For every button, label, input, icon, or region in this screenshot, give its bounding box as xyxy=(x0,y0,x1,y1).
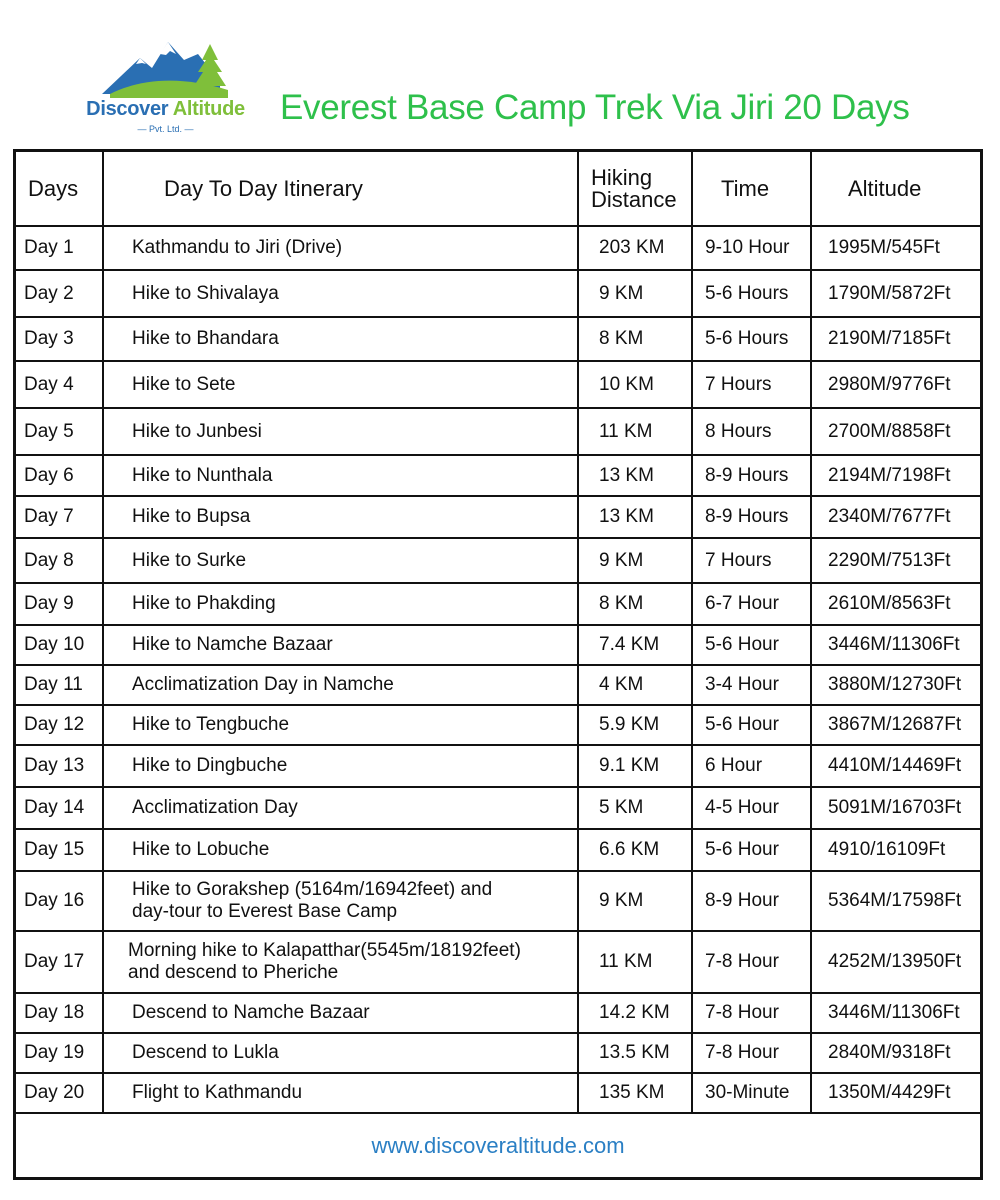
table-row xyxy=(16,538,980,583)
cell-distance: 8 KM xyxy=(578,583,692,625)
cell-distance: 4 KM xyxy=(578,665,692,705)
cell-itinerary-line1: Morning hike to Kalapatthar(5545m/18192feet) xyxy=(128,940,521,961)
cell-distance: 7.4 KM xyxy=(578,625,692,665)
cell-distance: 9 KM xyxy=(578,270,692,317)
table-row xyxy=(16,931,980,993)
table-row xyxy=(16,583,980,625)
cell-distance: 13 KM xyxy=(578,455,692,496)
cell-day: Day 17 xyxy=(16,931,103,993)
company-logo xyxy=(78,38,253,138)
website-link[interactable]: www.discoveraltitude.com xyxy=(371,1133,625,1158)
table-row xyxy=(16,745,980,787)
cell-altitude: 3446M/11306Ft xyxy=(811,993,980,1033)
cell-itinerary-line2: day-tour to Everest Base Camp xyxy=(132,901,398,922)
header-altitude: Altitude xyxy=(811,152,980,226)
cell-time: 6 Hour xyxy=(692,745,811,787)
cell-altitude: 2194M/7198Ft xyxy=(811,455,980,496)
cell-time: 5-6 Hours xyxy=(692,317,811,361)
cell-itinerary: Acclimatization Day in Namche xyxy=(103,665,578,705)
cell-itinerary: Hike to Surke xyxy=(103,538,578,583)
header-hiking-distance xyxy=(578,152,692,226)
cell-altitude: 3867M/12687Ft xyxy=(811,705,980,745)
cell-time: 30-Minute xyxy=(692,1073,811,1113)
cell-itinerary xyxy=(103,931,578,993)
table-row xyxy=(16,705,980,745)
mountain-logo-icon xyxy=(102,38,232,100)
cell-day: Day 11 xyxy=(16,665,103,705)
cell-day: Day 18 xyxy=(16,993,103,1033)
cell-time: 8 Hours xyxy=(692,408,811,455)
cell-altitude: 4410M/14469Ft xyxy=(811,745,980,787)
cell-itinerary: Hike to Tengbuche xyxy=(103,705,578,745)
cell-itinerary: Acclimatization Day xyxy=(103,787,578,829)
cell-altitude: 2190M/7185Ft xyxy=(811,317,980,361)
cell-time: 7-8 Hour xyxy=(692,993,811,1033)
header-time: Time xyxy=(692,152,811,226)
cell-altitude: 2980M/9776Ft xyxy=(811,361,980,408)
cell-time: 3-4 Hour xyxy=(692,665,811,705)
cell-day: Day 3 xyxy=(16,317,103,361)
cell-time: 8-9 Hours xyxy=(692,455,811,496)
cell-altitude: 4252M/13950Ft xyxy=(811,931,980,993)
cell-time: 8-9 Hour xyxy=(692,871,811,931)
table-row xyxy=(16,1033,980,1073)
cell-distance: 6.6 KM xyxy=(578,829,692,871)
cell-itinerary: Kathmandu to Jiri (Drive) xyxy=(103,226,578,270)
table-row xyxy=(16,1073,980,1113)
cell-time: 8-9 Hours xyxy=(692,496,811,538)
cell-time: 4-5 Hour xyxy=(692,787,811,829)
table-row xyxy=(16,665,980,705)
cell-day: Day 16 xyxy=(16,871,103,931)
cell-time: 5-6 Hour xyxy=(692,829,811,871)
cell-day: Day 15 xyxy=(16,829,103,871)
cell-distance: 9 KM xyxy=(578,871,692,931)
cell-altitude: 3446M/11306Ft xyxy=(811,625,980,665)
cell-time: 9-10 Hour xyxy=(692,226,811,270)
cell-itinerary: Descend to Namche Bazaar xyxy=(103,993,578,1033)
cell-altitude: 2290M/7513Ft xyxy=(811,538,980,583)
cell-day: Day 8 xyxy=(16,538,103,583)
cell-altitude: 3880M/12730Ft xyxy=(811,665,980,705)
cell-distance: 10 KM xyxy=(578,361,692,408)
cell-itinerary-line2: and descend to Pheriche xyxy=(128,962,339,983)
cell-time: 7-8 Hour xyxy=(692,931,811,993)
table-header-row xyxy=(16,152,980,226)
cell-altitude: 2340M/7677Ft xyxy=(811,496,980,538)
cell-time: 7 Hours xyxy=(692,361,811,408)
table-row xyxy=(16,787,980,829)
table-row xyxy=(16,871,980,931)
page-title: Everest Base Camp Trek Via Jiri 20 Days xyxy=(280,88,910,127)
cell-distance: 5 KM xyxy=(578,787,692,829)
cell-distance: 14.2 KM xyxy=(578,993,692,1033)
cell-altitude: 4910/16109Ft xyxy=(811,829,980,871)
table-row xyxy=(16,496,980,538)
cell-day: Day 14 xyxy=(16,787,103,829)
cell-day: Day 13 xyxy=(16,745,103,787)
cell-itinerary: Hike to Lobuche xyxy=(103,829,578,871)
cell-day: Day 5 xyxy=(16,408,103,455)
cell-distance: 11 KM xyxy=(578,931,692,993)
table-row xyxy=(16,361,980,408)
cell-day: Day 19 xyxy=(16,1033,103,1073)
cell-itinerary: Hike to Namche Bazaar xyxy=(103,625,578,665)
header-distance-line1: Hiking xyxy=(591,164,653,190)
cell-day: Day 2 xyxy=(16,270,103,317)
header-days: Days xyxy=(16,152,103,226)
cell-itinerary-line1: Hike to Gorakshep (5164m/16942feet) and xyxy=(132,879,493,900)
cell-itinerary: Hike to Junbesi xyxy=(103,408,578,455)
cell-itinerary: Hike to Bhandara xyxy=(103,317,578,361)
cell-altitude: 1350M/4429Ft xyxy=(811,1073,980,1113)
cell-distance: 8 KM xyxy=(578,317,692,361)
cell-time: 5-6 Hours xyxy=(692,270,811,317)
table-row xyxy=(16,829,980,871)
cell-distance: 9.1 KM xyxy=(578,745,692,787)
cell-distance: 13.5 KM xyxy=(578,1033,692,1073)
cell-day: Day 20 xyxy=(16,1073,103,1113)
cell-time: 5-6 Hour xyxy=(692,625,811,665)
cell-distance: 135 KM xyxy=(578,1073,692,1113)
cell-itinerary: Descend to Lukla xyxy=(103,1033,578,1073)
footer xyxy=(16,1112,980,1180)
logo-name-altitude: Altitude xyxy=(172,98,245,120)
header-itinerary: Day To Day Itinerary xyxy=(103,152,578,226)
cell-itinerary: Hike to Phakding xyxy=(103,583,578,625)
table-row xyxy=(16,455,980,496)
cell-itinerary: Hike to Shivalaya xyxy=(103,270,578,317)
logo-name xyxy=(78,98,253,121)
cell-day: Day 6 xyxy=(16,455,103,496)
cell-altitude: 1790M/5872Ft xyxy=(811,270,980,317)
cell-itinerary: Hike to Bupsa xyxy=(103,496,578,538)
itinerary-frame xyxy=(13,149,983,1180)
cell-distance: 9 KM xyxy=(578,538,692,583)
logo-name-discover: Discover xyxy=(86,98,169,120)
cell-altitude: 1995M/545Ft xyxy=(811,226,980,270)
cell-altitude: 5364M/17598Ft xyxy=(811,871,980,931)
cell-itinerary xyxy=(103,871,578,931)
cell-altitude: 2700M/8858Ft xyxy=(811,408,980,455)
cell-day: Day 1 xyxy=(16,226,103,270)
cell-itinerary: Hike to Nunthala xyxy=(103,455,578,496)
cell-distance: 11 KM xyxy=(578,408,692,455)
table-row xyxy=(16,408,980,455)
cell-day: Day 7 xyxy=(16,496,103,538)
cell-distance: 5.9 KM xyxy=(578,705,692,745)
cell-day: Day 9 xyxy=(16,583,103,625)
cell-altitude: 2610M/8563Ft xyxy=(811,583,980,625)
cell-distance: 13 KM xyxy=(578,496,692,538)
cell-altitude: 2840M/9318Ft xyxy=(811,1033,980,1073)
table-row xyxy=(16,317,980,361)
cell-time: 7-8 Hour xyxy=(692,1033,811,1073)
cell-altitude: 5091M/16703Ft xyxy=(811,787,980,829)
cell-day: Day 4 xyxy=(16,361,103,408)
cell-time: 7 Hours xyxy=(692,538,811,583)
cell-itinerary: Flight to Kathmandu xyxy=(103,1073,578,1113)
cell-day: Day 12 xyxy=(16,705,103,745)
cell-time: 6-7 Hour xyxy=(692,583,811,625)
table-row xyxy=(16,993,980,1033)
logo-subtitle: — Pvt. Ltd. — xyxy=(137,124,194,134)
table-row xyxy=(16,270,980,317)
cell-time: 5-6 Hour xyxy=(692,705,811,745)
cell-itinerary: Hike to Sete xyxy=(103,361,578,408)
cell-day: Day 10 xyxy=(16,625,103,665)
itinerary-table xyxy=(16,152,980,1114)
table-row xyxy=(16,625,980,665)
header-distance-line2: Distance xyxy=(591,186,677,212)
cell-distance: 203 KM xyxy=(578,226,692,270)
cell-itinerary: Hike to Dingbuche xyxy=(103,745,578,787)
table-row xyxy=(16,226,980,270)
